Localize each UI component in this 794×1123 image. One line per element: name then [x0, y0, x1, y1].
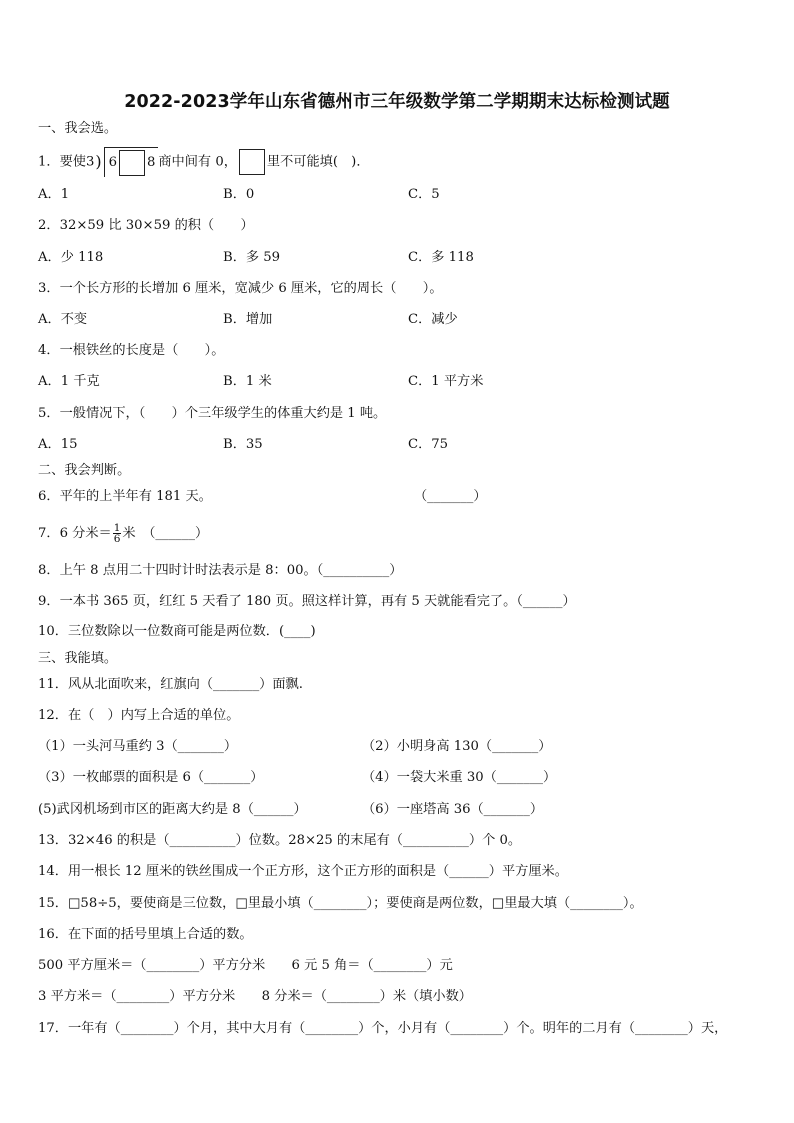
question-10: 10．三位数除以一位数商可能是两位数．(____)	[38, 624, 316, 639]
q12-item-3[interactable]: （3）一枚邮票的面积是 6（_______）	[38, 770, 264, 785]
fraction-denominator: 6	[113, 533, 121, 545]
question-1-mid: 商中间有 0，	[158, 154, 237, 170]
question-2: 2．32×59 比 30×59 的积（ ）	[38, 218, 254, 233]
dividend-digit-1: 6	[108, 155, 117, 170]
question-15: 15．□58÷5，要使商是三位数，□里最小填（________）；要使商是两位数，□里最大填（________）。	[38, 896, 643, 911]
q5-option-a[interactable]: A．15	[38, 437, 78, 452]
question-16-line-2: 3 平方米＝（________）平方分米 8 分米＝（________）米（填小数）	[38, 989, 472, 1004]
question-16: 16．在下面的括号里填上合适的数。	[38, 927, 253, 942]
q12-item-6[interactable]: （6）一座塔高 36（_______）	[362, 802, 544, 817]
question-7-prefix: 7．6 分米＝	[38, 526, 112, 541]
question-1	[38, 147, 370, 177]
question-14: 14．用一根长 12 厘米的铁丝围成一个正方形，这个正方形的面积是（______）平方厘米。	[38, 864, 568, 879]
question-5: 5．一般情况下，（ ）个三年级学生的体重大约是 1 吨。	[38, 406, 387, 421]
q12-item-4[interactable]: （4）一袋大米重 30（_______）	[362, 770, 557, 785]
question-7	[38, 522, 208, 546]
division-divisor: 3	[85, 154, 95, 170]
long-division-expression: 3) 6 8	[86, 147, 158, 177]
q1-option-a[interactable]: A．1	[38, 187, 70, 202]
answer-blank-box[interactable]	[239, 149, 265, 175]
dividend-digit-3: 8	[146, 155, 156, 170]
q3-option-b[interactable]: B．增加	[223, 312, 273, 327]
q5-option-b[interactable]: B．35	[223, 437, 263, 452]
question-3: 3．一个长方形的长增加 6 厘米，宽减少 6 厘米，它的周长（ ）。	[38, 281, 443, 296]
question-13: 13．32×46 的积是（__________）位数。28×25 的末尾有（__________）个 0。	[38, 833, 522, 848]
question-7-suffix[interactable]: 米 （______）	[122, 526, 209, 541]
section-heading-fill: 三、我能填。	[38, 651, 118, 666]
division-dividend	[104, 147, 159, 177]
q12-item-1[interactable]: （1）一头河马重约 3（_______）	[38, 739, 238, 754]
fraction-numerator: 1	[113, 522, 121, 534]
question-16-line-1: 500 平方厘米＝（________）平方分米 6 元 5 角＝（________）元	[38, 958, 453, 973]
q3-option-c[interactable]: C．减少	[408, 312, 458, 327]
question-17: 17．一年有（________）个月，其中大月有（________）个，小月有（________）个。明年的二月有（________）天，	[38, 1021, 728, 1036]
q12-item-5[interactable]: (5)武冈机场到市区的距离大约是 8（______）	[38, 802, 307, 817]
question-1-prefix: 1．要使	[38, 154, 86, 170]
q1-option-c[interactable]: C．5	[408, 187, 440, 202]
question-1-suffix: 里不可能填( )．	[266, 154, 370, 170]
question-12: 12．在（ ）内写上合适的单位。	[38, 708, 240, 723]
question-9: 9．一本书 365 页，红红 5 天看了 180 页。照这样计算，再有 5 天就能看完了。（______）	[38, 594, 576, 609]
question-8: 8．上午 8 点用二十四时计时法表示是 8：00。（__________）	[38, 563, 403, 578]
q1-option-b[interactable]: B．0	[223, 187, 255, 202]
q4-option-a[interactable]: A．1 千克	[38, 374, 100, 389]
question-6: 6．平年的上半年有 181 天。	[38, 489, 212, 504]
q2-option-a[interactable]: A．少 118	[38, 250, 104, 265]
fraction-one-sixth	[113, 523, 122, 544]
q2-option-c[interactable]: C．多 118	[408, 250, 474, 265]
q6-answer-blank[interactable]: （_______）	[414, 489, 487, 504]
question-11: 11．风从北面吹来，红旗向（_______）面飘.	[38, 677, 303, 692]
q3-option-a[interactable]: A．不变	[38, 312, 88, 327]
q2-option-b[interactable]: B．多 59	[223, 250, 281, 265]
q5-option-c[interactable]: C．75	[408, 437, 449, 452]
dividend-blank-box[interactable]	[119, 150, 145, 176]
section-heading-choice: 一、我会选。	[38, 121, 118, 136]
q12-item-2[interactable]: （2）小明身高 130（_______）	[362, 739, 552, 754]
q4-option-c[interactable]: C．1 平方米	[408, 374, 484, 389]
q4-option-b[interactable]: B．1 米	[223, 374, 272, 389]
question-4: 4．一根铁丝的长度是（ ）。	[38, 343, 225, 358]
page-title: 2022-2023学年山东省德州市三年级数学第二学期期末达标检测试题	[124, 92, 670, 112]
section-heading-judge: 二、我会判断。	[38, 463, 131, 478]
